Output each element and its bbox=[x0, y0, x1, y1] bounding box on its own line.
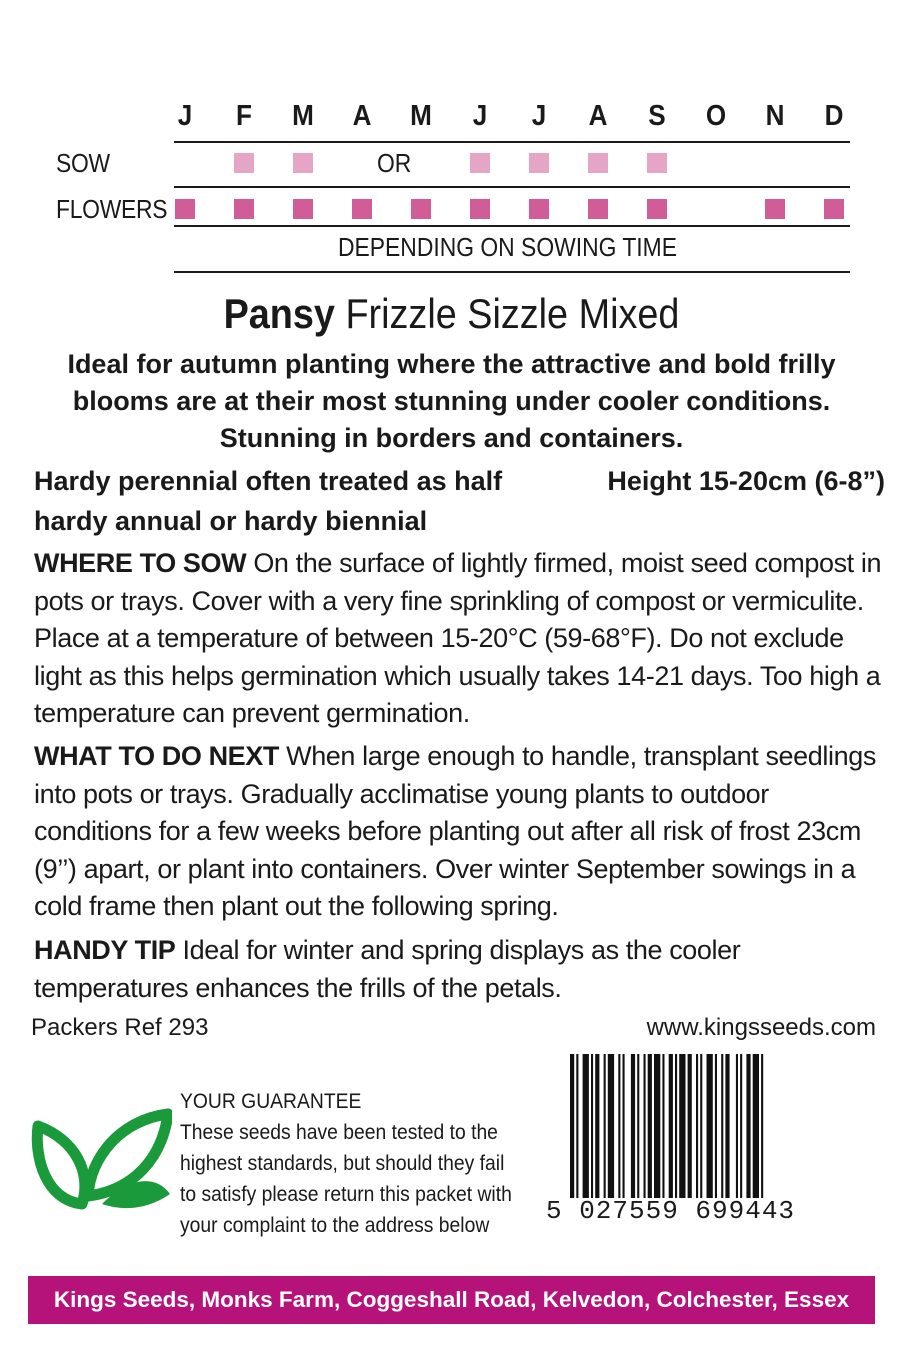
section-heading: WHAT TO DO NEXT bbox=[34, 741, 279, 771]
sowing-time-note: DEPENDING ON SOWING TIME bbox=[338, 232, 677, 262]
month-label: F bbox=[236, 100, 252, 132]
barcode-bar bbox=[637, 1054, 639, 1198]
barcode bbox=[570, 1054, 860, 1198]
flower-month-marker bbox=[529, 199, 549, 219]
product-name: Pansy bbox=[223, 290, 335, 337]
flower-month-marker bbox=[824, 199, 844, 219]
month-label: J bbox=[472, 100, 488, 132]
barcode-bar bbox=[675, 1054, 677, 1198]
barcode-bar bbox=[679, 1054, 685, 1198]
flower-month-marker bbox=[588, 199, 608, 219]
hardiness-text: Hardy perennial often treated as half hardy annual or hardy biennial bbox=[34, 466, 503, 536]
section-heading: WHERE TO SOW bbox=[34, 548, 247, 578]
month-label: N bbox=[765, 100, 785, 132]
month-label: A bbox=[352, 100, 372, 132]
barcode-bar bbox=[591, 1054, 593, 1198]
barcode-bar bbox=[715, 1054, 717, 1198]
barcode-bar bbox=[753, 1054, 759, 1198]
intro-text: Ideal for autumn planting where the attractive and bold frilly blooms are at their most stunning under cooler conditions. Stunning in borders and containers. bbox=[67, 349, 836, 453]
barcode-bar bbox=[595, 1054, 599, 1198]
where-to-sow-section bbox=[34, 545, 886, 733]
barcode-bar bbox=[576, 1054, 578, 1198]
guarantee-block bbox=[180, 1086, 520, 1241]
height-text: Height 15-20cm (6-8”) bbox=[607, 466, 885, 496]
barcode-bar bbox=[700, 1054, 702, 1198]
barcode-bar bbox=[740, 1054, 742, 1198]
calendar-divider bbox=[174, 186, 850, 188]
barcode-bar bbox=[583, 1054, 589, 1198]
guarantee-heading: YOUR GUARANTEE bbox=[180, 1090, 362, 1113]
sow-month-marker bbox=[529, 153, 549, 173]
barcode-bar bbox=[746, 1054, 750, 1198]
flower-month-marker bbox=[647, 199, 667, 219]
flowers-row-label: FLOWERS bbox=[56, 194, 168, 224]
barcode-bar bbox=[662, 1054, 664, 1198]
section-text: When large enough to handle, transplant seedlings into pots or trays. Gradually acclimatise young plants to outdoor conditions for a few weeks before planting out after all risk of frost 23cm (9’’) apart, or plant into containers. Over winter September sowings in a cold frame then plant out the following spring. bbox=[34, 741, 876, 921]
sow-month-marker bbox=[293, 153, 313, 173]
barcode-bar bbox=[623, 1054, 625, 1198]
barcode-bar bbox=[631, 1054, 635, 1198]
sow-month-marker bbox=[647, 153, 667, 173]
calendar-divider bbox=[174, 141, 850, 143]
sow-row-label: SOW bbox=[56, 148, 110, 178]
packers-ref: Packers Ref 293 bbox=[31, 1014, 209, 1041]
guarantee-text: These seeds have been tested to the highest standards, but should they fail to satisfy please return this packet with your complaint to the address below bbox=[180, 1121, 512, 1237]
website-link[interactable]: www.kingsseeds.com bbox=[646, 1014, 876, 1041]
month-label: J bbox=[531, 100, 547, 132]
month-label: S bbox=[648, 100, 666, 132]
flower-month-marker bbox=[470, 199, 490, 219]
flower-month-marker bbox=[175, 199, 195, 219]
flower-month-marker bbox=[411, 199, 431, 219]
flower-month-marker bbox=[293, 199, 313, 219]
barcode-bar bbox=[669, 1054, 673, 1198]
barcode-bar bbox=[688, 1054, 692, 1198]
calendar-divider bbox=[174, 225, 850, 227]
sow-month-marker bbox=[588, 153, 608, 173]
barcode-bar bbox=[644, 1054, 646, 1198]
leaf-logo-icon bbox=[30, 1108, 172, 1212]
barcode-bar bbox=[696, 1054, 698, 1198]
barcode-bar bbox=[608, 1054, 614, 1198]
barcode-digits: 5 027559 699443 bbox=[546, 1196, 796, 1226]
month-label: J bbox=[177, 100, 193, 132]
sow-or-note: OR bbox=[377, 148, 412, 178]
month-label: D bbox=[824, 100, 844, 132]
flower-month-marker bbox=[234, 199, 254, 219]
product-title bbox=[45, 290, 858, 338]
barcode-bar bbox=[604, 1054, 606, 1198]
barcode-bar bbox=[618, 1054, 620, 1198]
month-label: O bbox=[705, 100, 727, 132]
flower-month-marker bbox=[352, 199, 372, 219]
barcode-bar bbox=[761, 1054, 763, 1198]
calendar-divider bbox=[174, 271, 850, 273]
address-footer: Kings Seeds, Monks Farm, Coggeshall Road, Kelvedon, Colchester, Essex CO5 9PG bbox=[28, 1276, 875, 1324]
section-text: Ideal for winter and spring displays as the cooler temperatures enhances the frills of the petals. bbox=[34, 935, 741, 1003]
what-to-do-next-section bbox=[34, 738, 886, 926]
section-heading: HANDY TIP bbox=[34, 935, 176, 965]
barcode-bar bbox=[654, 1054, 660, 1198]
product-variety: Frizzle Sizzle Mixed bbox=[345, 290, 680, 337]
flower-month-marker bbox=[765, 199, 785, 219]
barcode-bar bbox=[725, 1054, 729, 1198]
month-label: A bbox=[588, 100, 608, 132]
month-label: M bbox=[410, 100, 432, 132]
sow-month-marker bbox=[234, 153, 254, 173]
barcode-bar bbox=[736, 1054, 738, 1198]
barcode-bar bbox=[648, 1054, 652, 1198]
handy-tip-section bbox=[34, 932, 886, 1007]
barcode-bar bbox=[570, 1054, 574, 1198]
sow-month-marker bbox=[470, 153, 490, 173]
month-label: M bbox=[292, 100, 314, 132]
section-text: On the surface of lightly firmed, moist seed compost in pots or trays. Cover with a very fine sprinkling of compost or vermiculite. Place at a temperature of between 15-20°C (59-68°F). Do not exclude light as this helps germination which usually takes 14-21 days. Too high a temperature can prevent germination. bbox=[34, 548, 882, 728]
barcode-bar bbox=[707, 1054, 713, 1198]
barcode-bar bbox=[721, 1054, 723, 1198]
